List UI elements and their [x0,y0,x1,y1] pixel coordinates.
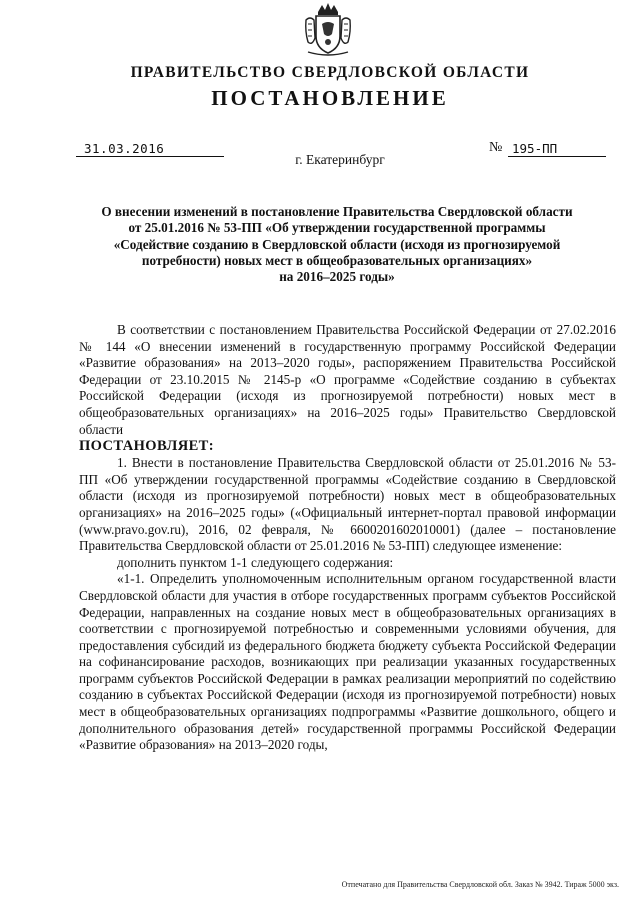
preamble-paragraph: В соответствии с постановлением Правительства Российской Федерации от 27.02.2016 № 144 «О внесении изменений в государственную программу Российской Федерации «Развитие образования» на 2013–2020 годы», распоряжением Правительства Российской Федерации от 23.10.2015 № 2145-р «О программе «Содействие созданию в субъектах Российской Федерации (исходя из прогнозируемой потребности) новых мест в общеобразовательных организациях» на 2016–2025 годы» Правительство Свердловской области [79,322,616,437]
title-line: «Содействие созданию в Свердловской области (исходя из прогнозируемой [113,236,561,252]
item-1-1-paragraph: «1-1. Определить уполномоченным исполнительным органом государственной власти Свердловской области для участия в отборе государственных программ субъектов Российской Федерации, направленных на создание новых мест в общеобразовательных организациях в соответствии с прогнозируемой потребностью и современными условиями обучения, для предоставления субсидий из федерального бюджета бюджету субъекта Российской Федерации на софинансирование расходов, возникающих при реализации указанных государственных программ субъектов Российской Федерации в рамках реализации мероприятий по содействию созданию в субъектах Российской Федерации (исходя из прогнозируемой потребности) новых мест в общеобразовательных организациях подпрограммы «Развитие дошкольного, общего и дополнительного образования детей» государственной программы Российской Федерации «Развитие образования» на 2013–2020 годы, [79,571,616,753]
resolves-heading: ПОСТАНОВЛЯЕТ: [79,438,214,455]
title-line: потребности) новых мест в общеобразовательных организациях» [141,252,533,268]
number-label: № [489,140,503,155]
item-1-paragraph: 1. Внести в постановление Правительства Свердловской области от 25.01.2016 № 53-ПП «Об утверждении государственной программы «Содействие созданию в Свердловской области (исходя из прогнозируемой потребности) новых мест в общеобразовательных организациях» на 2016–2025 годы» («Официальный интернет-портал правовой информации (www.pravo.gov.ru), 2016, 02 февраля, № 6600201602010001) (далее – постановление Правительства Свердловской области от 25.01.2016 № 53-ПП) следующее изменение: [79,455,616,554]
document-number: 195-ПП [508,140,606,157]
document-type: ПОСТАНОВЛЕНИЕ [211,86,449,110]
print-note: Отпечатано для Правительства Свердловской обл. Заказ № 3942. Тираж 5000 экз. [341,880,619,889]
coat-of-arms-icon [302,2,354,58]
title-line: О внесении изменений в постановление Правительства Свердловской области [101,204,573,219]
document-body [79,322,616,754]
organization-name: ПРАВИТЕЛЬСТВО СВЕРДЛОВСКОЙ ОБЛАСТИ [130,64,530,81]
supplement-paragraph: дополнить пунктом 1-1 следующего содержания: [117,554,394,570]
title-line: от 25.01.2016 № 53-ПП «Об утверждении государственной программы [128,220,546,236]
document-title [64,204,610,285]
city: г. Екатеринбург [295,152,385,167]
title-line: на 2016–2025 годы» [279,269,395,285]
document-date: 31.03.2016 [76,140,224,157]
